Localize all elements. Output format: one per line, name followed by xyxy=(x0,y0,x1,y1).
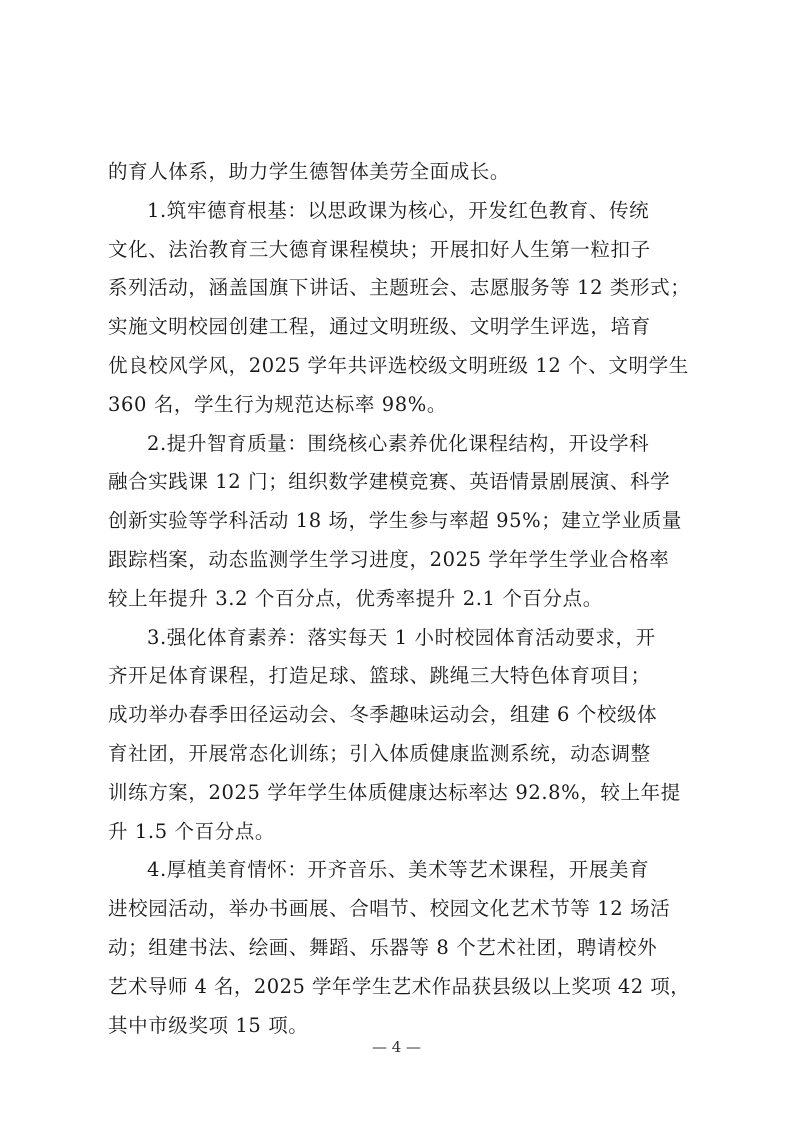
paragraph-line: 文化、法治教育三大德育课程模块；开展扣好人生第一粒扣子 xyxy=(108,237,651,261)
paragraph-line: 360 名，学生行为规范达标率 98%。 xyxy=(108,392,447,416)
paragraph-line: 成功举办春季田径运动会、冬季趣味运动会，组建 6 个校级体 xyxy=(108,703,658,727)
paragraph-line: 较上年提升 3.2 个百分点，优秀率提升 2.1 个百分点。 xyxy=(108,586,603,610)
paragraph-line: 4.厚植美育情怀：开齐音乐、美术等艺术课程，开展美育 xyxy=(147,858,650,882)
paragraph-line: 系列活动，涵盖国旗下讲话、主题班会、志愿服务等 12 类形式； xyxy=(108,276,691,300)
paragraph-line: 升 1.5 个百分点。 xyxy=(108,819,276,843)
paragraph-line: 实施文明校园创建工程，通过文明班级、文明学生评选，培育 xyxy=(108,315,651,339)
paragraph-line: 艺术导师 4 名，2025 学年学生艺术作品获县级以上奖项 42 项， xyxy=(108,974,691,998)
paragraph-line: 3.强化体育素养：落实每天 1 小时校园体育活动要求，开 xyxy=(147,625,656,649)
paragraph-intellect xyxy=(108,425,690,619)
paragraph-line: 创新实验等学科活动 18 场，学生参与率超 95%；建立学业质量 xyxy=(108,509,682,533)
paragraph-moral xyxy=(108,192,690,425)
paragraph-aesthetic xyxy=(108,851,690,1045)
paragraph-line: 的育人体系，助力学生德智体美劳全面成长。 xyxy=(108,160,511,183)
paragraph-line: 训练方案，2025 学年学生体质健康达标率达 92.8%，较上年提 xyxy=(108,780,681,804)
paragraph-line: 进校园活动，举办书画展、合唱节、校园文化艺术节等 12 场活 xyxy=(108,897,671,921)
paragraph-line: 其中市级奖项 15 项。 xyxy=(108,1013,309,1037)
paragraph-physical xyxy=(108,619,690,852)
paragraph-intro-tail xyxy=(108,153,690,192)
paragraph-line: 育社团，开展常态化训练；引入体质健康监测系统，动态调整 xyxy=(108,741,651,765)
paragraph-line: 跟踪档案，动态监测学生学习进度，2025 学年学生学业合格率 xyxy=(108,547,670,571)
paragraph-line: 融合实践课 12 门；组织数学建模竞赛、英语情景剧展演、科学 xyxy=(108,470,671,494)
page-number: — 4 — xyxy=(371,1038,422,1056)
document-body xyxy=(108,153,690,1045)
paragraph-line: 1.筑牢德育根基：以思政课为核心，开发红色教育、传统 xyxy=(147,198,650,222)
paragraph-line: 2.提升智育质量：围绕核心素养优化课程结构，开设学科 xyxy=(147,431,650,455)
paragraph-line: 齐开足体育课程，打造足球、篮球、跳绳三大特色体育项目； xyxy=(108,664,651,688)
paragraph-line: 优良校风学风，2025 学年共评选校级文明班级 12 个、文明学生 xyxy=(108,353,689,377)
paragraph-line: 动；组建书法、绘画、舞蹈、乐器等 8 个艺术社团，聘请校外 xyxy=(108,935,658,959)
